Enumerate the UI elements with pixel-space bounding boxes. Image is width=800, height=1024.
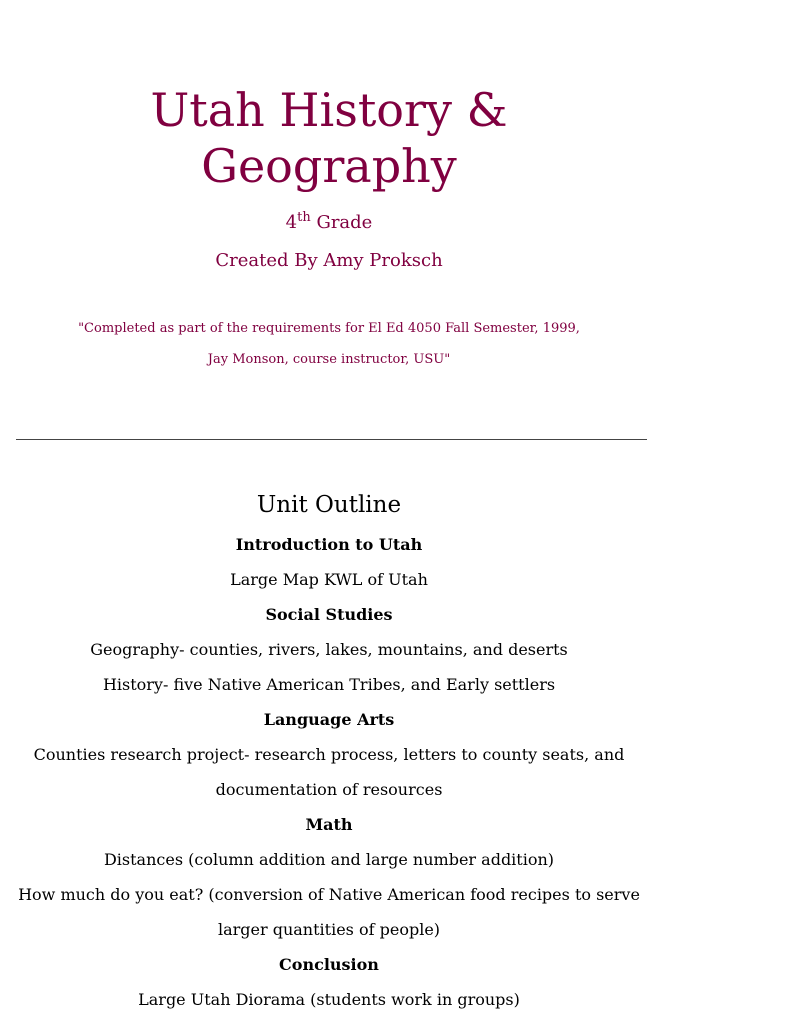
unit-outline [0,527,658,1017]
outline-item: History- five Native American Tribes, and Early settlers [102,675,556,694]
outline-item: Distances (column addition and large number addition) [103,850,555,869]
grade-suffix: th [297,210,311,225]
author-credit: Created By Amy Proksch [215,250,443,271]
course-credit-line-2: Jay Monson, course instructor, USU" [207,352,451,367]
horizontal-divider [16,439,647,440]
grade-label: Grade [310,212,373,233]
section-title-social-studies: Social Studies [265,605,393,624]
page-title-line-1: Utah History & [150,83,508,137]
page-title-line-2: Geography [201,139,457,193]
outline-item: larger quantities of people) [217,920,441,939]
outline-item: Counties research project- research process, letters to county seats, and [33,745,625,764]
section-title-language-arts: Language Arts [263,710,395,729]
page-title [0,82,658,194]
outline-item: Large Utah Diorama (students work in groups) [138,990,520,1009]
course-credit-line-1: "Completed as part of the requirements for El Ed 4050 Fall Semester, 1999, [78,321,580,336]
unit-outline-heading: Unit Outline [256,492,402,518]
outline-item: How much do you eat? (conversion of Native American food recipes to serve [18,885,640,904]
grade-number: 4 [285,212,298,233]
section-title-conclusion: Conclusion [279,955,379,974]
outline-item: Large Map KWL of Utah [230,570,428,589]
section-title-math: Math [305,815,353,834]
grade-level [0,210,658,238]
outline-item: documentation of resources [215,780,443,799]
outline-item: Geography- counties, rivers, lakes, mountains, and deserts [90,640,568,659]
section-title-introduction: Introduction to Utah [235,535,423,554]
